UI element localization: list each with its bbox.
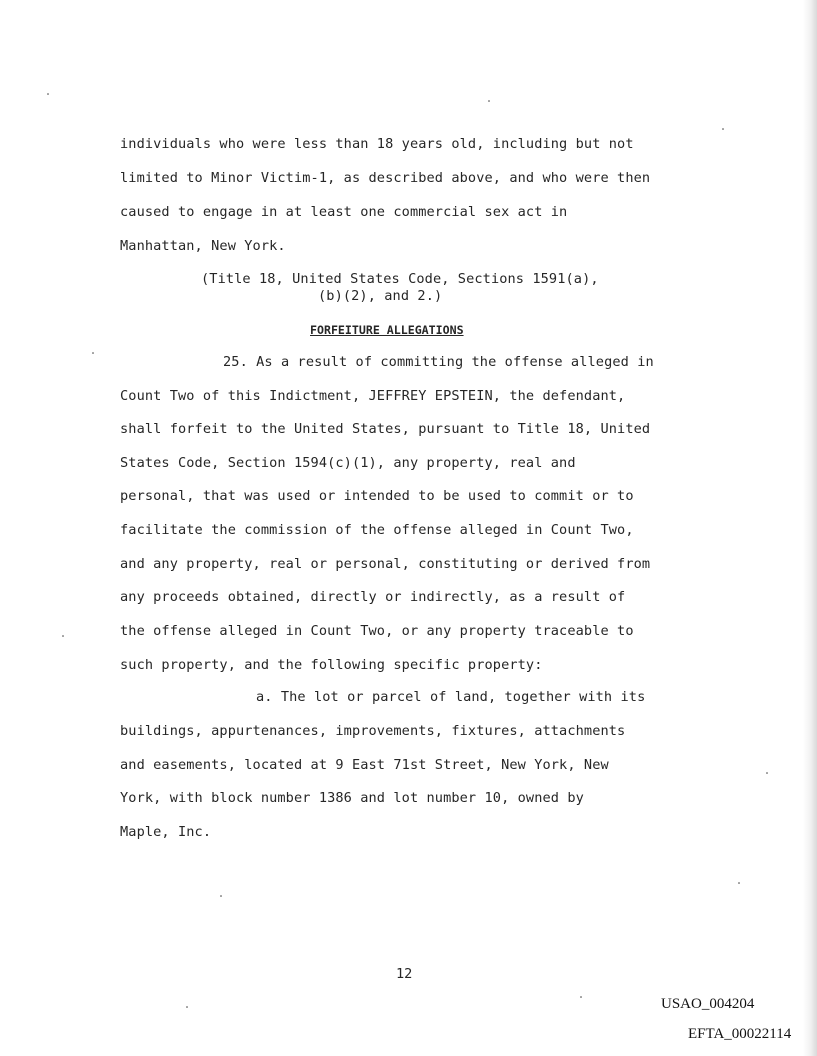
- item-a-line: Maple, Inc.: [120, 824, 212, 840]
- page-number: 12: [396, 966, 413, 982]
- scan-speck: [62, 635, 64, 637]
- item-a-line: and easements, located at 9 East 71st Street, New York, New: [120, 757, 609, 773]
- item-a-line: a. The lot or parcel of land, together with its: [256, 689, 646, 705]
- body-line: limited to Minor Victim-1, as described above, and who were then: [120, 170, 651, 186]
- item-a-line: buildings, appurtenances, improvements, fixtures, attachments: [120, 723, 626, 739]
- paragraph-line: facilitate the commission of the offense alleged in Count Two,: [120, 522, 634, 538]
- scan-speck: [186, 1006, 188, 1008]
- scan-speck: [766, 772, 768, 774]
- paragraph-line: shall forfeit to the United States, pursuant to Title 18, United: [120, 421, 651, 437]
- scan-speck: [488, 100, 490, 102]
- paragraph-line: any proceeds obtained, directly or indirectly, as a result of: [120, 589, 626, 605]
- paragraph-line: Count Two of this Indictment, JEFFREY EPSTEIN, the defendant,: [120, 388, 626, 404]
- paragraph-line: 25. As a result of committing the offense alleged in: [223, 354, 654, 370]
- item-a-line: York, with block number 1386 and lot number 10, owned by: [120, 790, 584, 806]
- paragraph-line: the offense alleged in Count Two, or any property traceable to: [120, 623, 634, 639]
- paragraph-line: personal, that was used or intended to be used to commit or to: [120, 488, 634, 504]
- scan-speck: [220, 895, 222, 897]
- scan-speck: [738, 882, 740, 884]
- bates-number-efta: EFTA_00022114: [688, 1026, 792, 1042]
- body-line: individuals who were less than 18 years old, including but not: [120, 136, 634, 152]
- paragraph-line: and any property, real or personal, constituting or derived from: [120, 556, 651, 572]
- body-line: caused to engage in at least one commercial sex act in: [120, 204, 568, 220]
- section-heading: FORFEITURE ALLEGATIONS: [310, 323, 464, 337]
- paragraph-line: States Code, Section 1594(c)(1), any property, real and: [120, 455, 576, 471]
- scan-speck: [47, 93, 49, 95]
- scan-speck: [722, 128, 724, 130]
- statute-citation: (Title 18, United States Code, Sections 1591(a),: [201, 271, 599, 287]
- paragraph-line: such property, and the following specific property:: [120, 657, 543, 673]
- scan-speck: [580, 996, 582, 998]
- scan-speck: [92, 352, 94, 354]
- page-edge-shadow: [803, 0, 817, 1056]
- bates-number-usao: USAO_004204: [661, 996, 755, 1012]
- body-line: Manhattan, New York.: [120, 238, 286, 254]
- statute-citation: (b)(2), and 2.): [318, 288, 443, 304]
